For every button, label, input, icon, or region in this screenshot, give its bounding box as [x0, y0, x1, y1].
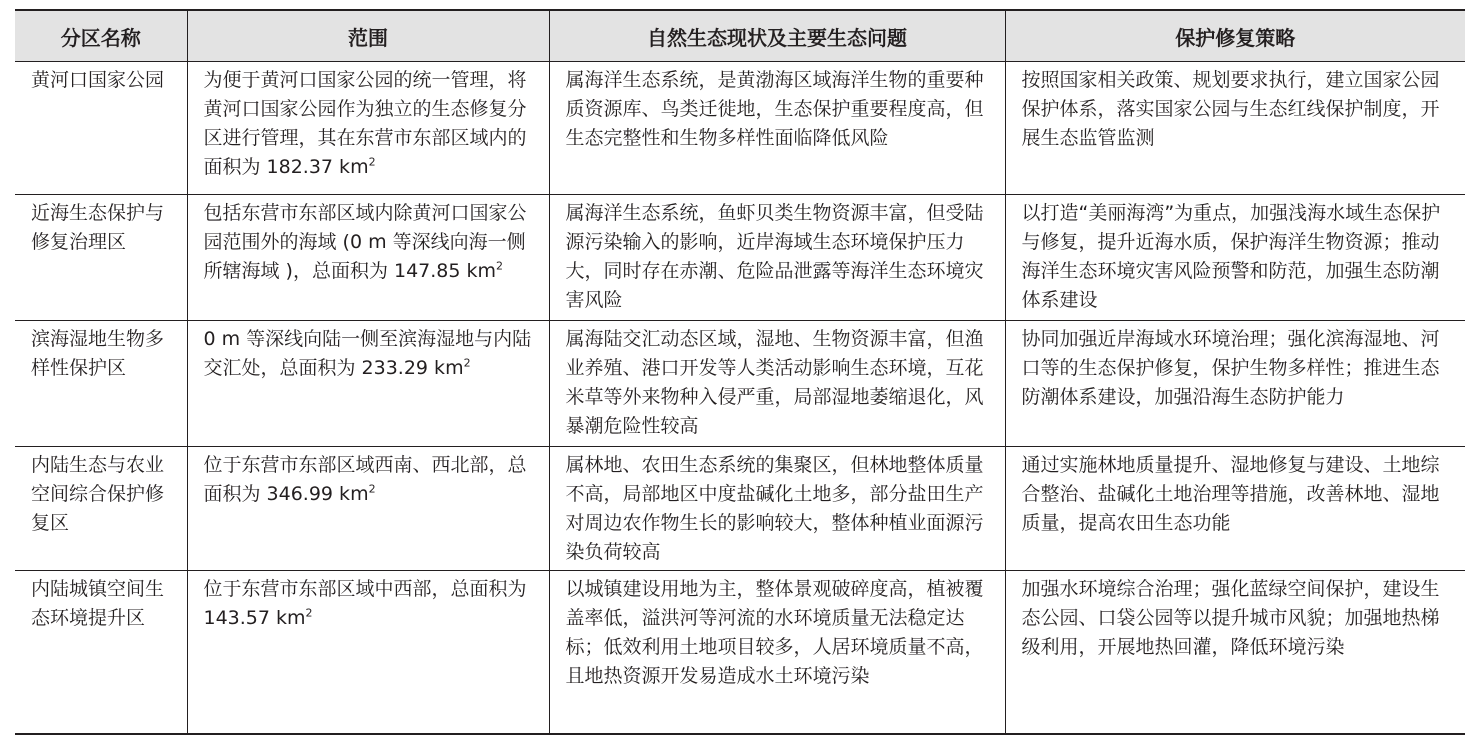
zone-name-cell: 黄河口国家公园 — [15, 62, 187, 195]
strategy-cell: 加强水环境综合治理；强化蓝绿空间保护，建设生态公园、口袋公园等以提升城市风貌；加强地热梯级利用，开展地热回灌，降低环境污染 — [1021, 578, 1440, 658]
status-cell: 属海洋生态系统，是黄渤海区域海洋生物的重要种质资源库、鸟类迁徙地，生态保护重要程度高，但生态完整性和生物多样性面临降低风险 — [549, 62, 1005, 195]
table-row — [15, 571, 1465, 735]
area-unit-superscript: 2 — [496, 259, 504, 273]
strategy-cell: 以打造“美丽海湾”为重点，加强浅海水域生态保护与修复，提升近海水质，保护海洋生物资源；推动海洋生态环境灾害风险预警和防范，加强生态防潮体系建设 — [1005, 195, 1465, 321]
scope-cell — [187, 62, 549, 195]
strategy-cell: 协同加强近岸海域水环境治理；强化滨海湿地、河口等的生态保护修复，保护生物多样性；推进生态防潮体系建设，加强沿海生态防护能力 — [1005, 321, 1465, 447]
table-row — [15, 195, 1465, 321]
scope-text: 位于东营市东部区域中西部，总面积为 143.57 km — [203, 578, 527, 629]
strategy-cell: 按照国家相关政策、规划要求执行，建立国家公园保护体系，落实国家公园与生态红线保护制度，开展生态监管监测 — [1005, 62, 1465, 195]
header-zone-name: 分区名称 — [15, 10, 187, 62]
header-strategy: 保护修复策略 — [1005, 10, 1465, 62]
table-row — [15, 321, 1465, 447]
zone-name-cell: 内陆城镇空间生态环境提升区 — [15, 571, 187, 735]
scope-cell — [187, 447, 549, 571]
zoning-table-container — [15, 9, 1465, 735]
area-unit-superscript: 2 — [368, 155, 376, 169]
area-unit-superscript: 2 — [368, 482, 376, 496]
table-row — [15, 62, 1465, 195]
status-cell: 属海洋生态系统，鱼虾贝类生物资源丰富，但受陆源污染输入的影响，近岸海域生态环境保护压力大，同时存在赤潮、危险品泄露等海洋生态环境灾害风险 — [549, 195, 1005, 321]
scope-text: 为便于黄河口国家公园的统一管理，将黄河口国家公园作为独立的生态修复分区进行管理，其在东营市东部区域内的面积为 182.37 km — [203, 69, 527, 178]
header-ecological-status: 自然生态现状及主要生态问题 — [549, 10, 1005, 62]
table-header-row — [15, 10, 1465, 62]
area-unit-superscript: 2 — [463, 356, 471, 370]
status-cell: 属海陆交汇动态区域，湿地、生物资源丰富，但渔业养殖、港口开发等人类活动影响生态环境，互花米草等外来物种入侵严重，局部湿地萎缩退化，风暴潮危险性较高 — [549, 321, 1005, 447]
status-cell: 属林地、农田生态系统的集聚区，但林地整体质量不高，局部地区中度盐碱化土地多，部分盐田生产对周边农作物生长的影响较大，整体种植业面源污染负荷较高 — [549, 447, 1005, 571]
table-row — [15, 447, 1465, 571]
scope-text: 位于东营市东部区域西南、西北部，总面积为 346.99 km — [203, 454, 527, 505]
zone-name-cell: 内陆生态与农业空间综合保护修复区 — [15, 447, 187, 571]
zone-name-cell: 滨海湿地生物多样性保护区 — [15, 321, 187, 447]
scope-cell — [187, 321, 549, 447]
scope-cell — [187, 571, 549, 735]
scope-cell — [187, 195, 549, 321]
strategy-cell: 通过实施林地质量提升、湿地修复与建设、土地综合整治、盐碱化土地治理等措施，改善林地、湿地质量，提高农田生态功能 — [1005, 447, 1465, 571]
status-cell: 以城镇建设用地为主，整体景观破碎度高，植被覆盖率低，溢洪河等河流的水环境质量无法稳定达标；低效利用土地项目较多，人居环境质量不高，且地热资源开发易造成水土环境污染 — [549, 571, 1005, 735]
ecological-zoning-table — [15, 9, 1465, 735]
area-unit-superscript: 2 — [305, 606, 313, 620]
header-scope: 范围 — [187, 10, 549, 62]
scope-text: 0 m 等深线向陆一侧至滨海湿地与内陆交汇处，总面积为 233.29 km — [203, 328, 532, 379]
zone-name-cell: 近海生态保护与修复治理区 — [15, 195, 187, 321]
scope-text: 包括东营市东部区域内除黄河口国家公园范围外的海域 (0 m 等深线向海一侧所辖海域 )，总面积为 147.85 km — [203, 202, 527, 282]
